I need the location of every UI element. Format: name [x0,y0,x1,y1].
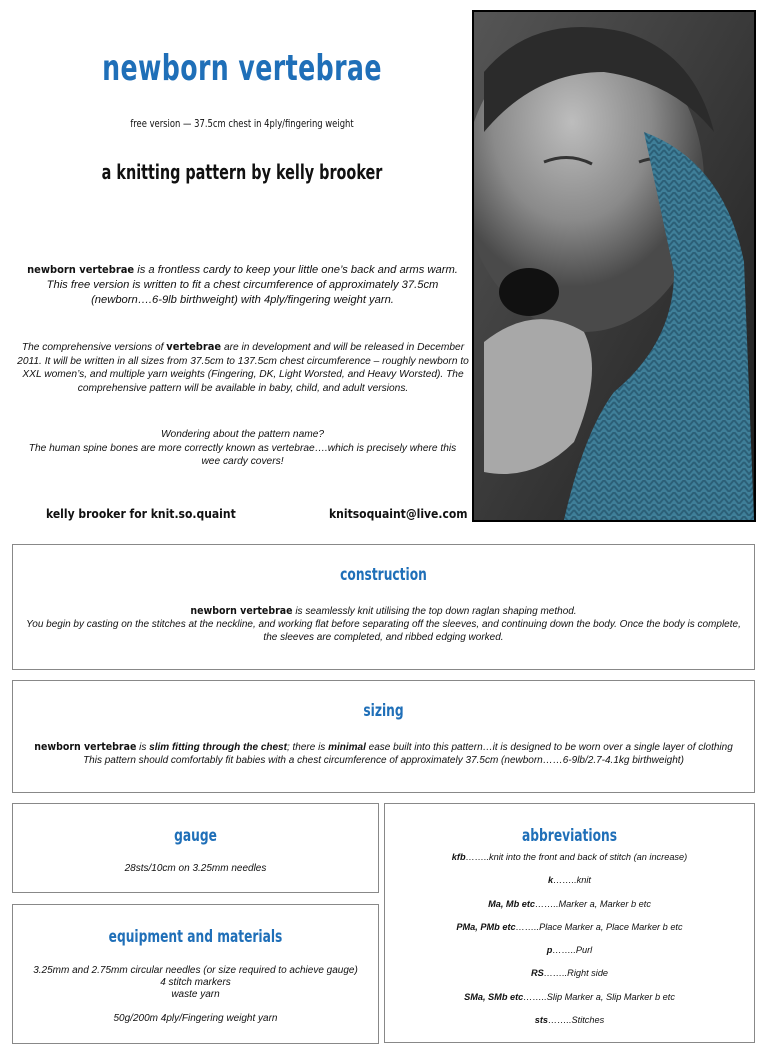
abbreviation-item [385,899,754,922]
baby-photo-illustration [474,12,754,520]
equipment-yarn: 50g/200m 4ply/Fingering weight yarn [113,1013,278,1024]
abbreviation-term: k [548,875,554,886]
abbreviation-term: RS [530,968,544,979]
comprehensive-pre: The comprehensive versions of [21,342,167,353]
construction-line-2: You begin by casting on the stitches at the neckline, and working flat before separating off the sleeves, and continuing down the body. Once the body is complete, the sleeves are completed, and ribbed edging worked. [26,619,741,643]
abbreviations-list [385,852,754,1038]
author-signature: kelly brooker for knit.so.quaint [46,507,236,521]
abbreviation-desc: ……..Purl [552,945,593,956]
equipment-section [12,904,379,1044]
name-question: Wondering about the pattern name? [160,429,325,440]
author-email: knitsoquaint@live.com [329,507,468,521]
abbreviation-term: SMa, SMb etc [464,991,524,1002]
gauge-section [12,803,379,893]
gauge-text: 28sts/10cm on 3.25mm needles [124,863,267,874]
abbreviation-term: kfb [451,852,466,862]
construction-heading: construction [340,565,427,585]
sizing-emphasis-2: minimal [328,742,366,753]
name-answer: The human spine bones are more correctly known as vertebrae….which is precisely where this wee cardy covers! [28,442,457,467]
abbreviation-desc: ……..Slip Marker a, Slip Marker b etc [523,991,675,1002]
abbreviation-term: PMa, PMb etc [456,921,516,932]
page-title: newborn vertebrae [102,48,382,89]
pattern-name: newborn vertebrae [27,263,135,276]
abbreviation-desc: ……..Place Marker a, Place Marker b etc [515,921,683,932]
abbreviation-desc: ……..Stitches [548,1015,605,1026]
name-paragraph [20,428,465,469]
sizing-text-e: ease built into this pattern…it is designed to be worn over a single layer of clothing [365,742,733,753]
abbreviation-term: p [546,945,553,956]
sizing-line-2: This pattern should comfortably fit babies with a chest circumference of approximately 37.5cm (newborn……6-9lb/2.7-4.1kg birthweight) [83,755,684,766]
construction-pattern-name: newborn vertebrae [190,605,293,617]
construction-line-1 [23,605,744,618]
abbreviation-term: Ma, Mb etc [488,898,536,909]
pattern-name-short: vertebrae [166,340,222,353]
sizing-section [12,680,755,793]
intro-paragraph [20,262,465,308]
construction-section [12,544,755,670]
abbreviations-heading: abbreviations [522,826,617,846]
abbreviation-item [385,852,754,875]
construction-body [13,605,754,644]
abbreviation-item [385,945,754,968]
abbreviation-desc: ……..Right side [543,968,609,979]
sizing-line-1 [21,741,746,754]
abbreviation-desc: ……..knit into the front and back of stitch (an increase) [465,852,688,862]
equipment-list [13,965,378,1025]
equipment-markers: 4 stitch markers [160,977,231,988]
intro-text: is a frontless cardy to keep your little one’s back and arms warm. This free version is written to fit a chest circumference of approximately 37.5cm (newborn….6-9lb birthweight) with 4ply/fingering weight yarn. [46,264,458,306]
sizing-heading: sizing [363,701,404,721]
sizing-pattern-name: newborn vertebrae [34,741,137,753]
abbreviation-term: sts [534,1015,549,1026]
byline: a knitting pattern by kelly brooker [101,160,383,184]
equipment-waste-yarn: waste yarn [171,989,220,1000]
sizing-emphasis-1: slim fitting through the chest [149,742,287,753]
gauge-heading: gauge [174,826,217,846]
equipment-needles: 3.25mm and 2.75mm circular needles (or size required to achieve gauge) [33,965,358,976]
abbreviation-item [385,992,754,1015]
abbreviation-desc: ……..Marker a, Marker b etc [535,898,651,909]
abbreviation-item [385,922,754,945]
abbreviation-item [385,1015,754,1038]
baby-photo [472,10,756,522]
equipment-heading: equipment and materials [108,927,283,947]
sizing-body [13,741,754,767]
free-version-note: free version — 37.5cm chest in 4ply/fingering weight [130,117,354,130]
sizing-text-a: is [136,742,150,753]
abbreviation-item [385,968,754,991]
construction-text-1: is seamlessly knit utilising the top down raglan shaping method. [292,606,577,617]
sizing-text-c: ; there is [286,742,329,753]
abbreviations-section [384,803,755,1043]
comprehensive-text: are in development and will be released in December 2011. It will be written in all sizes from 37.5cm to 137.5cm chest circumference – roughly newborn to XXL women’s, and multiple yarn weights (Fingering, DK, Light Worsted, and Heavy Worsted). The comprehensive pattern will be available in baby, child, and adult versions. [17,342,469,394]
comprehensive-paragraph [14,340,472,395]
abbreviation-item [385,875,754,898]
abbreviation-desc: ……..knit [553,875,591,886]
